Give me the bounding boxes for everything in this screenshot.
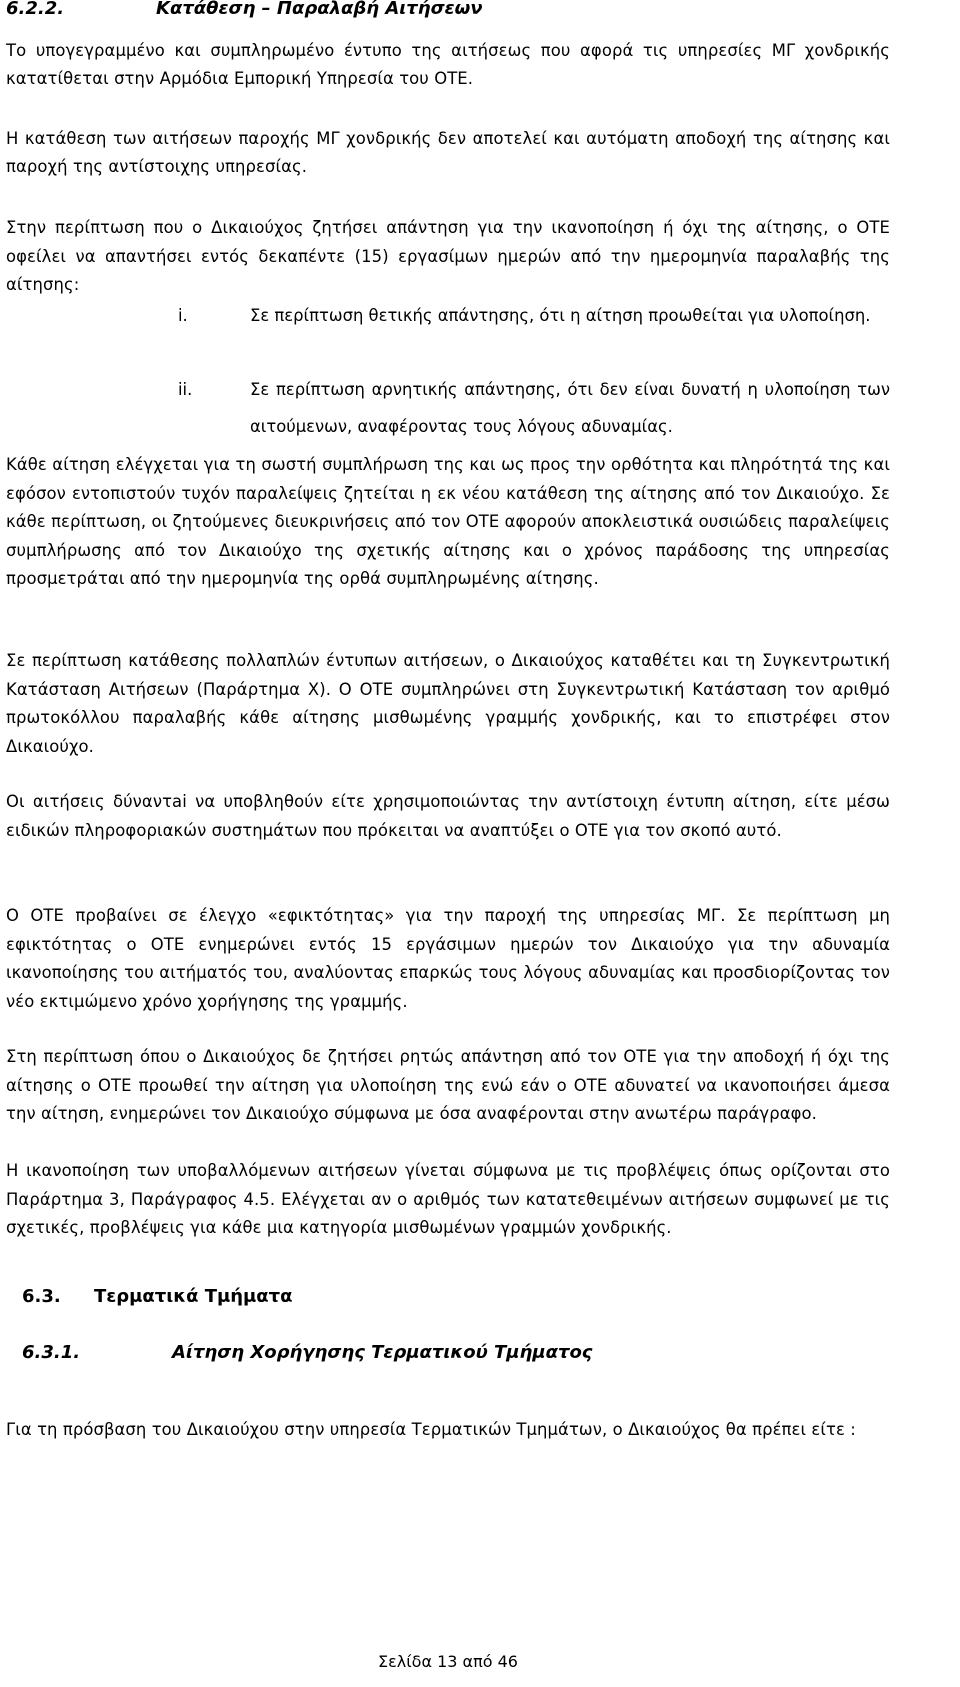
paragraph-1: Το υπογεγραμμένο και συμπληρωμένο έντυπο της αιτήσεως που αφορά τις υπηρεσίες ΜΓ χονδρικής κατατίθεται στην Αρμόδια Εμπορική Υπηρεσία του ΟΤΕ. <box>6 41 890 88</box>
section-number: 6.3. <box>22 1286 61 1307</box>
heading-number: 6.2.2. <box>6 0 65 19</box>
page-number-footer: Σελίδα 13 από 46 <box>378 1652 518 1671</box>
paragraph-5: Σε περίπτωση κατάθεσης πολλαπλών έντυπων αιτήσεων, ο Δικαιούχος καταθέτει και τη Συγκεντρωτική Κατάσταση Αιτήσεων (Παράρτημα Χ). Ο ΟΤΕ συμπληρώνει στη Συγκεντρωτική Κατάσταση τον αριθμό πρωτοκόλλου παραλαβής κάθε αίτησης μισθωμένης γραμμής χονδρικής, και το επιστρέφει στον Δικαιούχο. <box>6 651 890 756</box>
list-marker: i. <box>178 306 188 325</box>
heading-6-2-2 <box>6 0 483 22</box>
paragraph-9: Η ικανοποίηση των υποβαλλόμενων αιτήσεων γίνεται σύμφωνα με τις προβλέψεις όπως ορίζονται στο Παράρτημα 3, Παράγραφος 4.5. Ελέγχεται αν ο αριθμός των κατατεθειμένων αιτήσεων συμφωνεί με τις σχετικές, προβλέψεις για κάθε μια κατηγορία μισθωμένων γραμμών χονδρικής. <box>6 1161 890 1237</box>
paragraph-3: Στην περίπτωση που ο Δικαιούχος ζητήσει απάντηση για την ικανοποίηση ή όχι της αίτησης, ο ΟΤΕ οφείλει να απαντήσει εντός δεκαπέντε (15) εργασίμων ημερών από την ημερομηνία παραλαβής της αίτησης: <box>6 218 890 294</box>
subsection-heading-6-3-1 <box>22 1340 593 1366</box>
subsection-number: 6.3.1. <box>22 1342 81 1363</box>
list-text: Σε περίπτωση αρνητικής απάντησης, ότι δεν είναι δυνατή η υλοποίηση των αιτούμενων, αναφέροντας τους λόγους αδυναμίας. <box>250 380 890 436</box>
paragraph-2: Η κατάθεση των αιτήσεων παροχής ΜΓ χονδρικής δεν αποτελεί και αυτόματη αποδοχή της αίτησης και παροχή της αντίστοιχης υπηρεσίας. <box>6 129 890 176</box>
subsection-title: Αίτηση Χορήγησης Τερματικού Τμήματος <box>172 1342 593 1363</box>
paragraph-4: Κάθε αίτηση ελέγχεται για τη σωστή συμπλήρωση της και ως προς την ορθότητα και πληρότητά της και εφόσον εντοπιστούν τυχόν παραλείψεις ζητείται η εκ νέου κατάθεση της αίτησης από τον Δικαιούχο. Σε κάθε περίπτωση, οι ζητούμενες διευκρινήσεις από τον ΟΤΕ αφορούν αποκλειστικά ουσιώδεις παραλείψεις συμπλήρωσης από τον Δικαιούχο της σχετικής αίτησης και ο χρόνος παράδοσης της υπηρεσίας προσμετράται από την ημερομηνία της ορθά συμπληρωμένης αίτησης. <box>6 455 890 588</box>
paragraph-6: Οι αιτήσεις δύναντai να υποβληθούν είτε χρησιμοποιώντας την αντίστοιχη έντυπη αίτηση, είτε μέσω ειδικών πληροφοριακών συστημάτων που πρόκειται να αναπτύξει ο ΟΤΕ για τον σκοπό αυτό. <box>6 792 890 840</box>
list-text: Σε περίπτωση θετικής απάντησης, ότι η αίτηση προωθείται για υλοποίηση. <box>250 306 871 325</box>
list-item-i <box>6 297 890 371</box>
paragraph-7: Ο ΟΤΕ προβαίνει σε έλεγχο «εφικτότητας» για την παροχή της υπηρεσίας ΜΓ. Σε περίπτωση μη εφικτότητας ο ΟΤΕ ενημερώνει εντός 15 εργάσιμων ημερών τον Δικαιούχο για την αδυναμία ικανοποίησης του αιτήματός του, αναλύοντας επαρκώς τους λόγους αδυναμίας και προσδιορίζοντας τον νέο εκτιμώμενο χρόνο χορήγησης της γραμμής. <box>6 906 890 1011</box>
paragraph-10: Για τη πρόσβαση του Δικαιούχου στην υπηρεσία Τερματικών Τμημάτων, ο Δικαιούχος θα πρέπει είτε : <box>6 1420 856 1439</box>
section-heading-6-3 <box>22 1284 293 1310</box>
section-title: Τερματικά Τμήματα <box>94 1286 293 1307</box>
heading-title: Κατάθεση – Παραλαβή Αιτήσεων <box>156 0 483 19</box>
paragraph-8: Στη περίπτωση όπου ο Δικαιούχος δε ζητήσει ρητώς απάντηση από τον ΟΤΕ για την αποδοχή ή όχι της αίτησης ο ΟΤΕ προωθεί την αίτηση για υλοποίηση της ενώ εάν ο ΟΤΕ αδυνατεί να ικανοποιήσει άμεσα την αίτηση, ενημερώνει τον Δικαιούχο σύμφωνα με όσα αναφέρονται στην ανωτέρω παράγραφο. <box>6 1047 890 1123</box>
list-marker: ii. <box>178 380 193 399</box>
list-item-ii <box>6 371 890 445</box>
